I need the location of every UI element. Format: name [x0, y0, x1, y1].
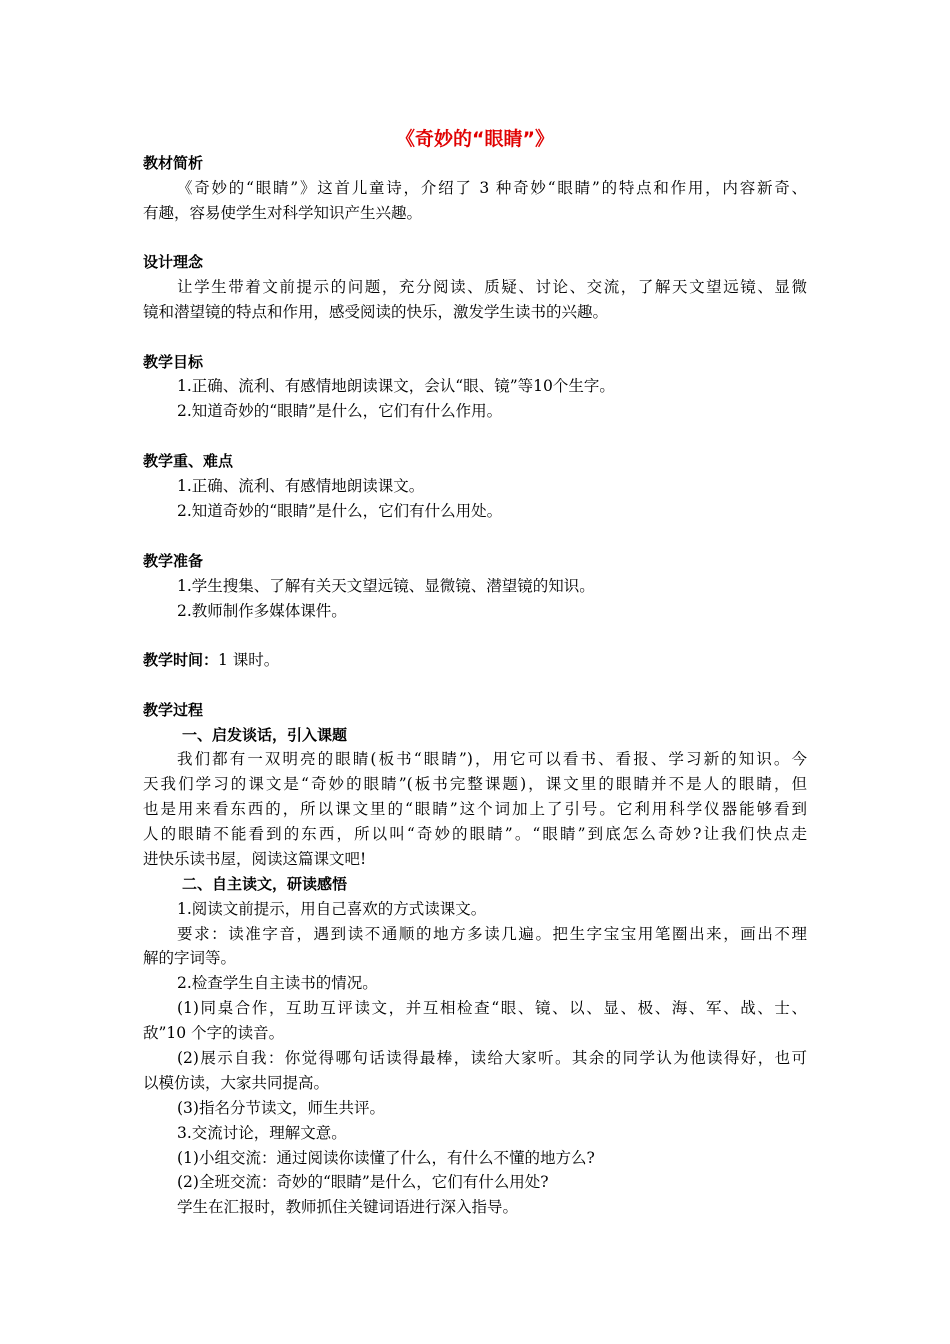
- paragraph-line: 我们都有一双明亮的眼睛(板书“眼睛”)，用它可以看书、看报、学习新的知识。今: [177, 750, 807, 768]
- list-item: 2.知道奇妙的“眼睛”是什么，它们有什么用处。: [177, 502, 503, 520]
- subsection-heading-part1: 一、启发谈话，引入课题: [182, 726, 348, 744]
- paragraph-line: 人的眼睛不能看到的东西，所以叫“奇妙的眼睛”。“眼睛”到底怎么奇妙?让我们快点走: [143, 825, 807, 843]
- teaching-time-label: 教学时间：: [143, 651, 219, 669]
- paragraph-line: (2)全班交流：奇妙的“眼睛”是什么，它们有什么用处?: [177, 1173, 549, 1191]
- paragraph-line: 有趣，容易使学生对科学知识产生兴趣。: [143, 204, 423, 222]
- paragraph-line: 也是用来看东西的，所以课文里的“眼睛”这个词加上了引号。它利用科学仪器能够看到: [143, 800, 807, 818]
- section-heading-process: 教学过程: [143, 701, 204, 719]
- paragraph-line: 1.阅读文前提示，用自己喜欢的方式读课文。: [177, 900, 487, 918]
- paragraph-line: 敌”10 个字的读音。: [143, 1024, 285, 1042]
- paragraph-line: 3.交流讨论，理解文意。: [177, 1124, 347, 1142]
- list-item: 1.正确、流利、有感情地朗读课文，会认“眼、镜”等10个生字。: [177, 377, 615, 395]
- paragraph-line: 天我们学习的课文是“奇妙的眼睛”(板书完整课题)，课文里的眼睛并不是人的眼睛，但: [143, 775, 807, 793]
- list-item: 1.学生搜集、了解有关天文望远镜、显微镜、潜望镜的知识。: [177, 577, 595, 595]
- paragraph-line: 要求：读准字音，遇到读不通顺的地方多读几遍。把生字宝宝用笔圈出来，画出不理: [177, 925, 807, 943]
- subsection-heading-part2: 二、自主读文，研读感悟: [182, 875, 348, 893]
- section-heading-concept: 设计理念: [143, 253, 204, 271]
- section-heading-prep: 教学准备: [143, 552, 204, 570]
- paragraph-line: 2.检查学生自主读书的情况。: [177, 974, 378, 992]
- paragraph-line: 以模仿读，大家共同提高。: [143, 1074, 330, 1092]
- paragraph-line: 解的字词等。: [143, 949, 237, 967]
- section-heading-keypoints: 教学重、难点: [143, 452, 234, 470]
- list-item: 2.教师制作多媒体课件。: [177, 602, 347, 620]
- paragraph-line: (1)小组交流：通过阅读你读懂了什么，有什么不懂的地方么?: [177, 1149, 595, 1167]
- paragraph-line: 让学生带着文前提示的问题，充分阅读、质疑、讨论、交流，了解天文望远镜、显微: [177, 278, 807, 296]
- teaching-time-value: 1 课时。: [218, 651, 280, 669]
- section-heading-goals: 教学目标: [143, 353, 204, 371]
- paragraph-line: (1)同桌合作，互助互评读文，并互相检查“眼、镜、以、显、极、海、军、战、士、: [177, 999, 807, 1017]
- paragraph-line: 进快乐读书屋，阅读这篇课文吧!: [143, 850, 367, 868]
- list-item: 2.知道奇妙的“眼睛”是什么，它们有什么作用。: [177, 402, 503, 420]
- paragraph-line: (3)指名分节读文，师生共评。: [177, 1099, 385, 1117]
- paragraph-line: (2)展示自我：你觉得哪句话读得最棒，读给大家听。其余的同学认为他读得好，也可: [177, 1049, 807, 1067]
- paragraph-line: 镜和潜望镜的特点和作用，感受阅读的快乐，激发学生读书的兴趣。: [143, 303, 609, 321]
- list-item: 1.正确、流利、有感情地朗读课文。: [177, 477, 425, 495]
- teaching-time: [143, 648, 279, 672]
- paragraph-line: 《奇妙的“眼睛”》这首儿童诗，介绍了 3 种奇妙“眼睛”的特点和作用，内容新奇、: [177, 179, 807, 197]
- paragraph-line: 学生在汇报时，教师抓住关键词语进行深入指导。: [177, 1198, 519, 1216]
- section-heading-analysis: 教材简析: [143, 154, 204, 172]
- document-title: 《奇妙的“眼睛”》: [396, 128, 554, 150]
